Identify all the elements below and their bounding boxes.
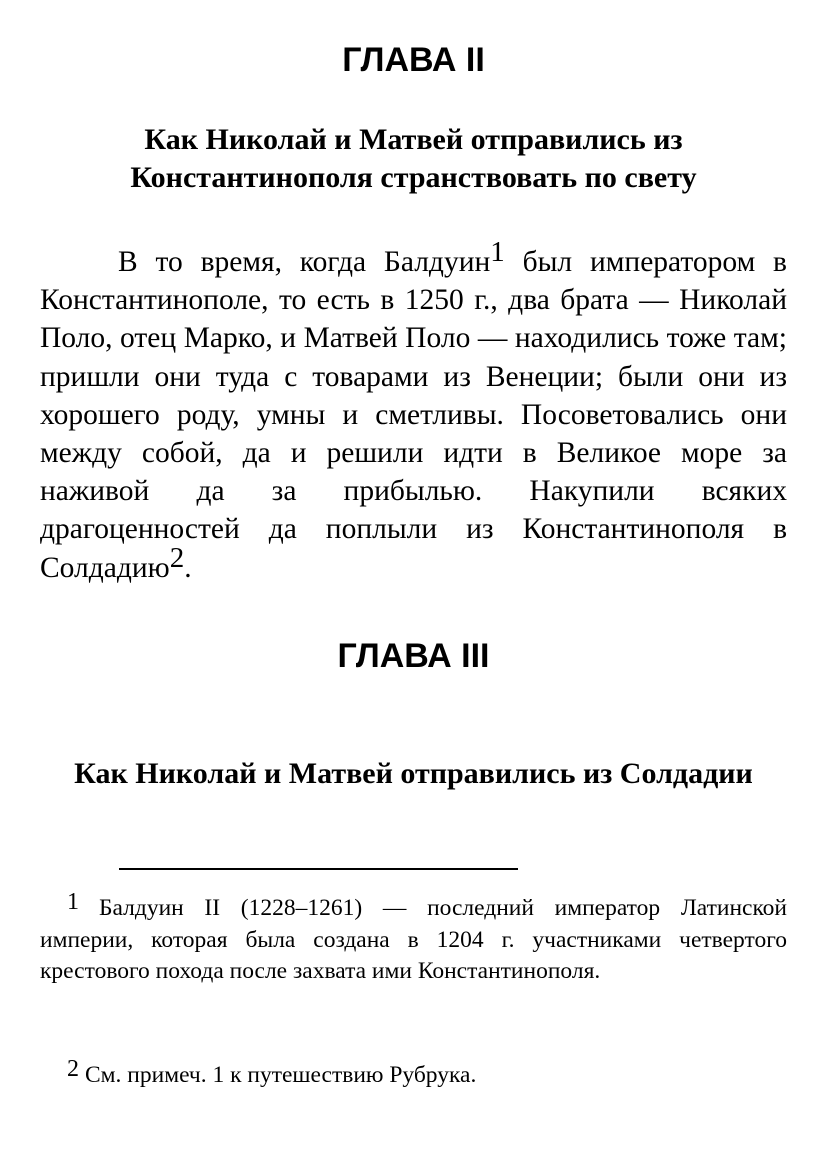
footnote-2-text: См. примеч. 1 к путешествию Рубрука. — [85, 1062, 477, 1088]
chapter-3-heading: ГЛАВА III — [337, 637, 490, 675]
footnote-ref-1: 1 — [490, 236, 505, 268]
chapter-3-subtitle: Как Николай и Матвей отправились из Солдадии — [74, 757, 753, 790]
footnote-ref-2: 2 — [169, 541, 185, 574]
paragraph-text-part-1: В то время, когда Балдуин — [118, 246, 491, 278]
chapter-2-subtitle: Как Николай и Матвей отправились из Константинополя странствовать по свету — [130, 123, 697, 194]
footnote-separator — [119, 868, 518, 870]
chapter-2-heading: ГЛАВА II — [342, 41, 485, 79]
paragraph-text-part-3: . — [184, 551, 192, 584]
paragraph-text-part-2: был императором в Константинополе, то есть в 1250 г., два брата — Николай Поло, отец Марко, и Матвей Поло — находились тоже там; пришли они туда с товарами из Венеции; были они из хорошего роду, умны и сметливы. Посоветовались они между собой, да и решили идти в Великое море за наживой да за прибылью. Накупили всяких драгоценностей да поплыли из Константинополя в Солдадию — [40, 246, 787, 584]
footnote-2 — [40, 1056, 787, 1092]
chapter-2-paragraph — [40, 236, 787, 587]
footnote-1-text: Балдуин II (1228–1261) — последний император Латинской империи, которая была создана в 1204 г. участниками четвертого крестового похода после захвата ими Константинополя. — [40, 895, 787, 984]
footnote-1-mark: 1 — [67, 889, 79, 915]
footnote-1 — [40, 889, 787, 988]
footnote-2-mark: 2 — [67, 1056, 79, 1082]
